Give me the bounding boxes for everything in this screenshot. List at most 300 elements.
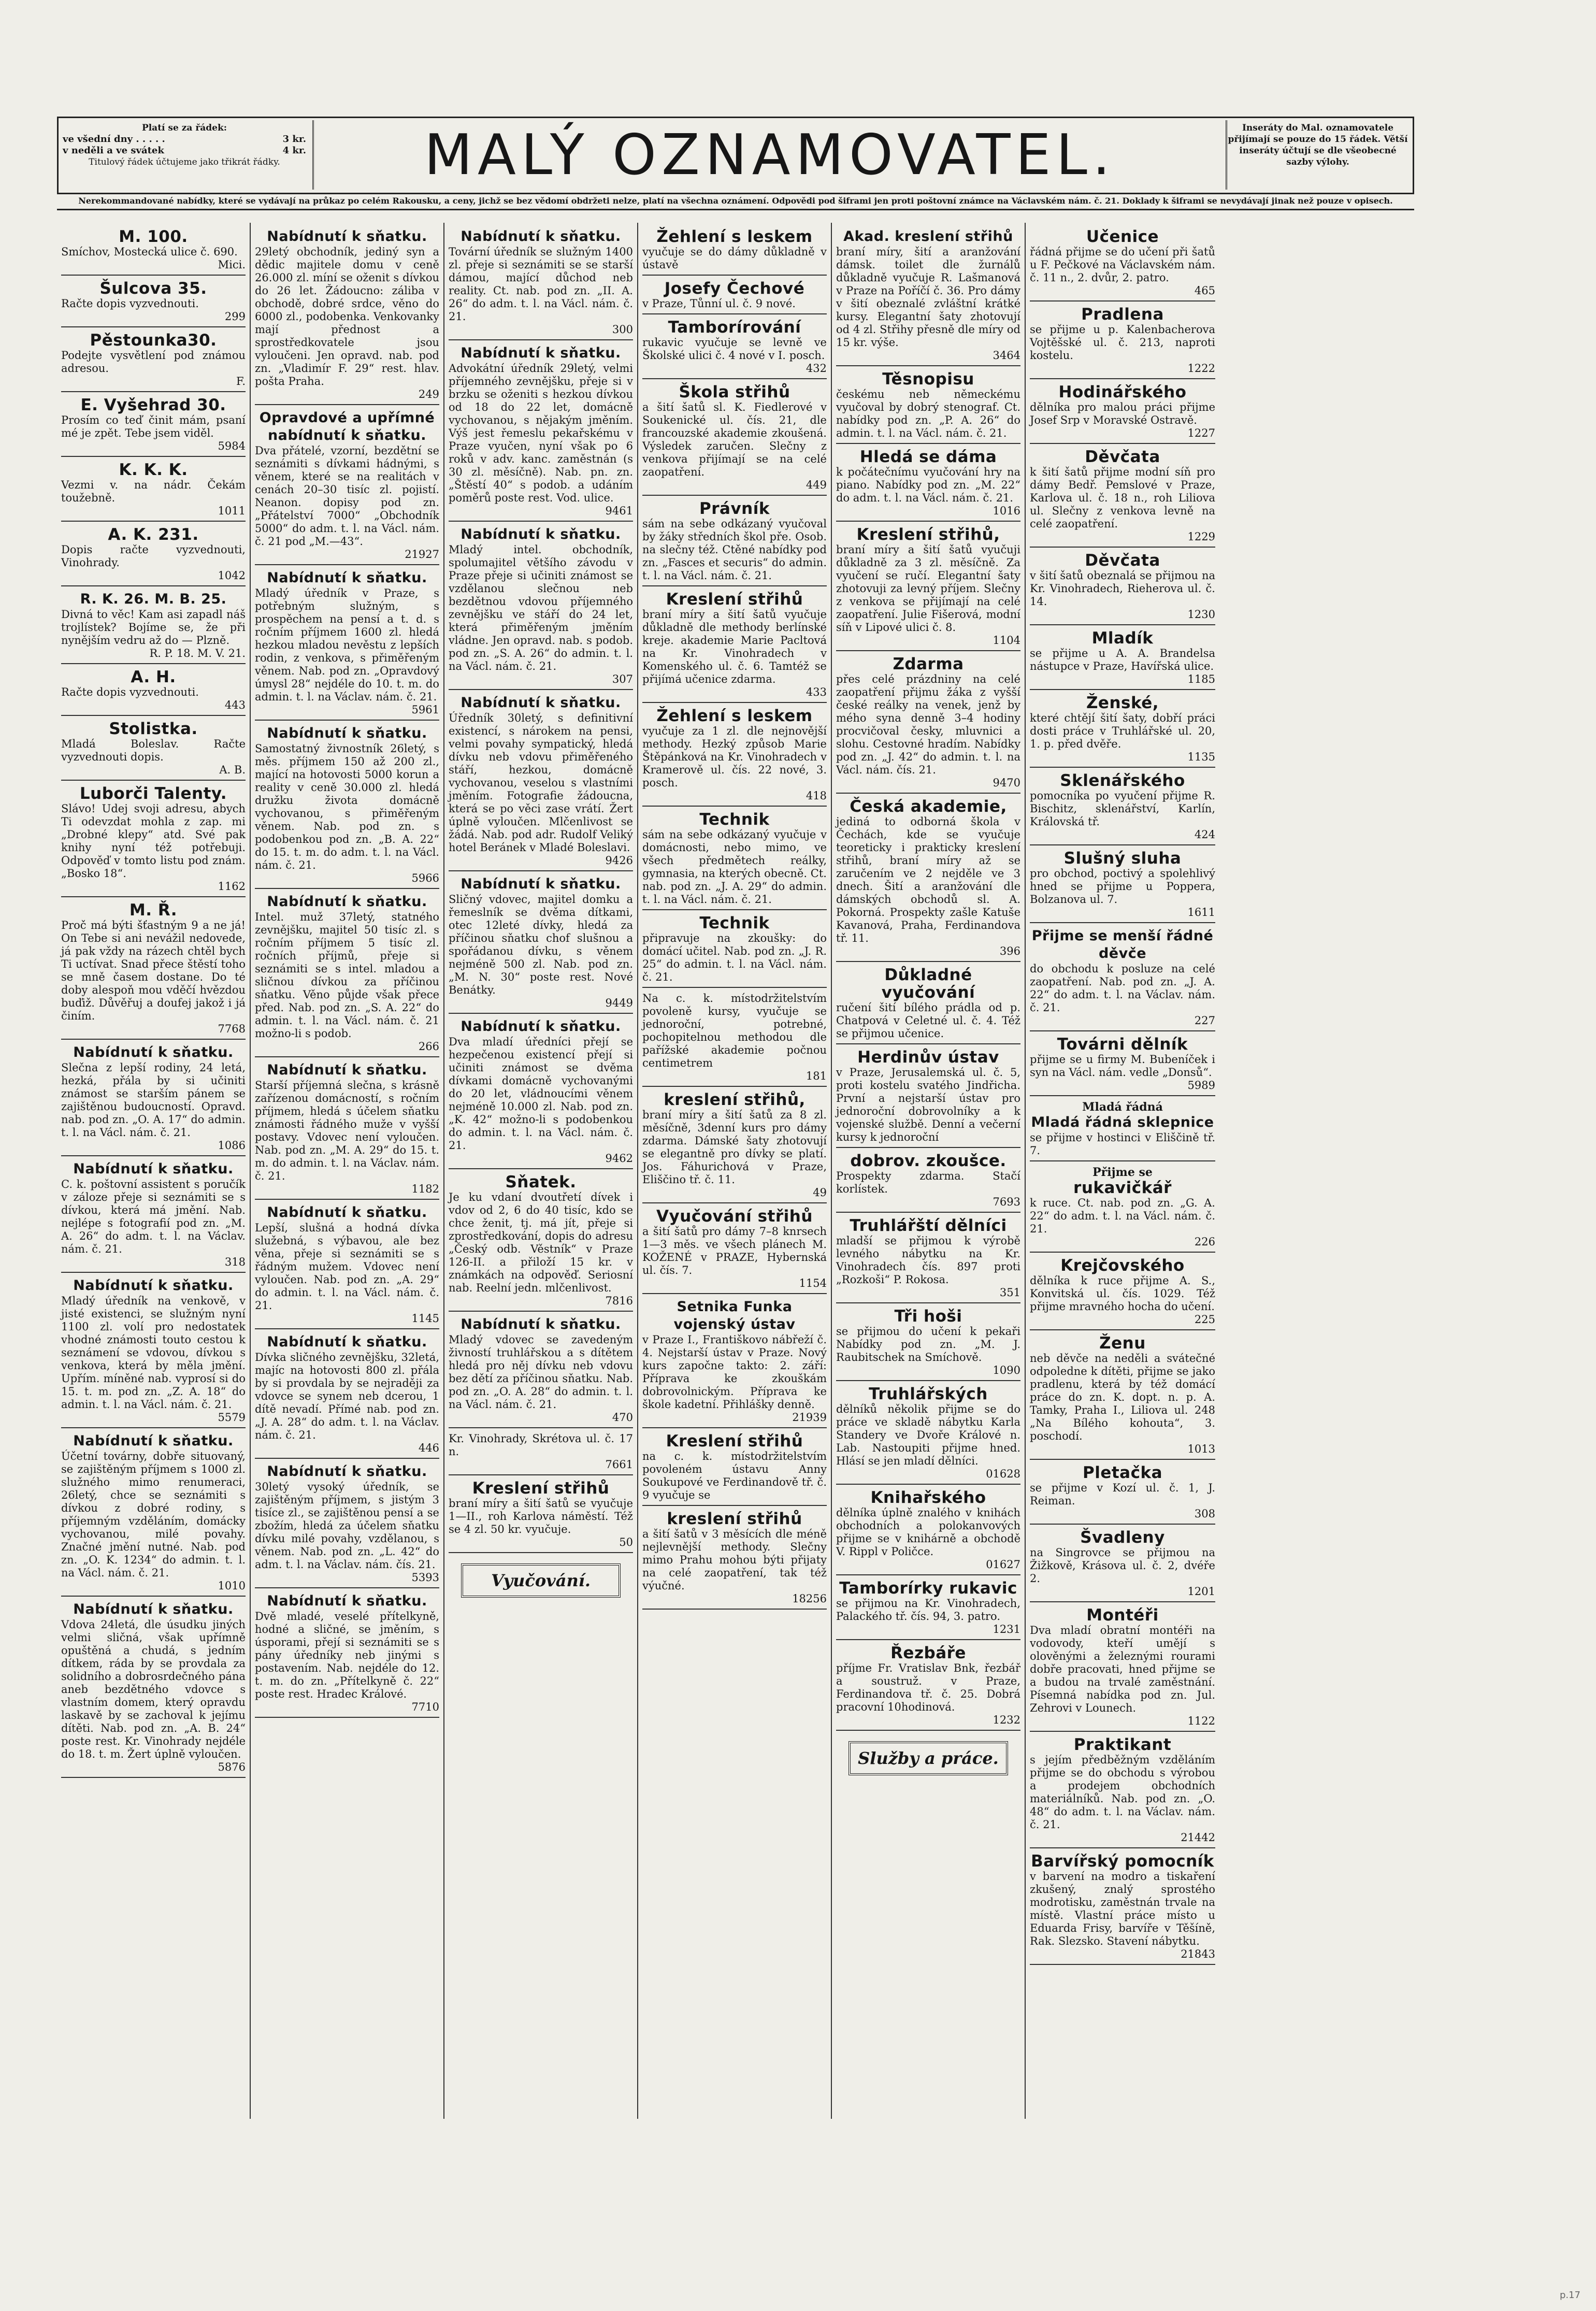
ad-text: s jejím předběžným vzděláním přijme se do obchodu s výrobou a prodejem obchodních materiálníků. Nab. pod zn. „O. 48“ do adm. t. l. na Václav. nám. č. 21. [1030, 1754, 1215, 1831]
classified-ad [449, 1171, 633, 1312]
classified-ad [642, 498, 827, 586]
ad-heading: Právník [699, 499, 770, 518]
column-4 [638, 223, 832, 2119]
classified-ad [61, 1430, 246, 1597]
ad-heading: M. 100. [119, 227, 188, 246]
ad-number: 1011 [218, 505, 246, 517]
ad-text: Dívka sličného zevnějšku, 32letá, majíc na hotovosti 800 zl. přála by si provdala by se nejraději za vdovce se synem neb dcerou, 1 dítě nevadí. Přímé nab. pod zn. „J. A. 28“ do adm. t. l. na Václav. nám. č. 21. [255, 1351, 439, 1441]
ad-text: pro obchod, poctivý a spolehlivý hned se přijme u Poppera, Bolzanova ul. 7. [1030, 867, 1215, 906]
ad-heading: Sňatek. [505, 1173, 577, 1192]
ad-heading: Luborči Talenty. [79, 784, 227, 803]
price-line-value: 4 kr. [282, 145, 306, 156]
ad-text: přes celé prázdniny na celé zaopatření přijmu žáka z vyšší české reálky na venek, jenž by mého syna denně 3–4 hodiny procvičoval česky, mluvnici a slohu. Cestovné hradím. Nabídky pod zn. „J. 42“ do admin. t. l. na Václ. nám. čís. 21. [836, 673, 1020, 776]
ad-heading: Nabídnutí k sňatku. [461, 695, 621, 711]
ad-text: Proč má býti šťastným 9 a ne já! On Tebe si ani nevážil nedovede, já pak vždy na rázech chtěl bych Ti uctívat. Snad přece štěstí toho se mně časem dostane. Do té doby alespoň mou vděčí hvězdou buďiž. Důvěřuj a doufej jakož i já činím. [61, 919, 246, 1022]
classified-ad [61, 394, 246, 457]
ad-number: 1201 [1187, 1585, 1215, 1598]
ad-heading: Kreslení střihů, [856, 525, 1000, 544]
ad-text: Úředník 30letý, s definitivní existencí, s nárokem na pensi, velmi povahy sympatický, hledá dívku neb vdovu přiměřeného stáří, hezkou, domácně vychovanou, veselou s vlastními jměním. Fotografie žádoucna, která se po věci zase vrátí. Žert úplně vyloučen. Mlčenlivost se žádá. Nab. pod adr. Rudolf Veliký hotel Beránek v Mladé Boleslavi. [449, 712, 633, 854]
ad-heading: Nabídnutí k sňatku. [73, 1161, 234, 1177]
ad-heading: Pletačka [1082, 1463, 1163, 1482]
classified-ad [61, 226, 246, 276]
ad-number: 181 [806, 1070, 827, 1082]
ad-text: 30letý vysoký úředník, se zajištěným příjmem, s jistým 3 tisíce zl., se zajištěnou pensí a se zbožím, hledá za účelem sňatku dívku milé povahy, vzdělanou, s věnem. Nab. pod zn. „L. 42“ do adm. t. l. na Václav. nám. čís. 21. [255, 1481, 439, 1571]
ad-subheading: Mladá řádná [1082, 1100, 1163, 1114]
ad-number: 9462 [605, 1152, 633, 1165]
ad-heading: dobrov. zkoušce. [850, 1152, 1007, 1170]
ad-number: 5989 [1187, 1079, 1215, 1092]
ad-text: Na c. k. místodržitelstvím povoleně kursy, vyučuje se jednoroční, potrebné, pochopitelnou methodou dle pařížské akademie počnou centimetrem [642, 992, 827, 1069]
classified-ad [642, 1089, 827, 1203]
ad-heading: Nabídnutí k sňatku. [267, 570, 427, 586]
classified-ad [836, 1487, 1020, 1575]
ad-number: 1145 [411, 1312, 439, 1325]
ad-text: vyučuje se do dámy důkladně v ústavě [642, 246, 827, 271]
ad-text: Smíchov, Mostecká ulice č. 690. [61, 246, 238, 258]
classified-ad [642, 1430, 827, 1506]
classified-ad [255, 1202, 439, 1329]
ad-text: se přijmou na Kr. Vinohradech, Palackého tř. čís. 94, 3. patro. [836, 1597, 1020, 1623]
ad-number: 446 [418, 1442, 439, 1454]
ad-number: 307 [612, 673, 633, 685]
classified-ad [836, 1642, 1020, 1731]
ad-number: 249 [418, 388, 439, 400]
ad-number: 1231 [993, 1623, 1020, 1635]
ad-number: 1185 [1187, 673, 1215, 685]
page-mark: p.17 [1559, 2290, 1580, 2301]
ad-text: Podejte vysvětlení pod známou adresou. [61, 349, 246, 375]
classified-ad [61, 459, 246, 522]
ad-text: připravuje na zkoušky: do domácí učitel. Nab. pod zn. „J. R. 25“ do admin. t. l. na Václ. nám. č. 21. [642, 932, 827, 983]
ad-heading: Děvčata [1085, 448, 1160, 466]
classified-ad [642, 317, 827, 379]
ad-heading: Herdinův ústav [857, 1048, 999, 1067]
classified-ad [61, 718, 246, 781]
column-5 [832, 223, 1026, 2119]
ad-text: Mladá Boleslav. Račte vyzvednouti dopis. [61, 738, 246, 763]
ad-heading: Kreslení střihů [666, 590, 803, 609]
ad-text: na Singrovce se přijmou na Žižkově, Krásova ul. č. 2, dvéře 2. [1030, 1546, 1215, 1585]
classified-ad [61, 1158, 246, 1273]
ad-number: A. B. [219, 764, 246, 776]
ad-number: 1010 [218, 1580, 246, 1592]
ad-heading: Truhlářských [869, 1385, 988, 1403]
classified-ad [642, 278, 827, 314]
ad-number: 9426 [605, 854, 633, 867]
ad-text: mladší se přijmou k výrobě levného nábytku na Kr. Vinohradech čís. 897 proti „Rozkoši“ P. Rokosa. [836, 1235, 1020, 1286]
ad-text: Mladý úředník v Praze, s potřebným služným, s prospěchem na pensí a t. d. s ročním příjmem 1600 zl. hledá hezkou mladou nevěstu z lepších rodin, z venkova, s přiměřeným věnem. Nab. pod zn. „Opravdový úmysl 28“ nejdéle do 10. t. m. do admin. t. l. na Václav. nám. č. 21. [255, 587, 439, 703]
classified-ad [61, 899, 246, 1040]
ad-heading: Knihařského [870, 1488, 986, 1507]
classified-ad [1030, 550, 1215, 625]
ad-text: Je ku vdaní dvoutřetí dívek i vdov od 2, 6 do 40 tisíc, kdo se chce ženit, tj. má jít, přeje si zprostředkování, dopis do adresu „Český odb. Věstník“ v Praze 126-II. a přiloží 15 kr. v známkách na odpověď. Seriosní nab. Reelní jedn. mlčenlivost. [449, 1191, 633, 1294]
ad-number: 1611 [1187, 906, 1215, 918]
ad-text: a šití šatů v 3 měsících dle méně nejlevnější methody. Slečny mimo Prahu mohou býti přijaty na celé zaopatření, tak též výučné. [642, 1528, 827, 1592]
classified-ad [449, 1016, 633, 1169]
ad-text: Kr. Vinohrady, Skrétova ul. č. 17 n. [449, 1432, 633, 1458]
ad-number: 396 [999, 945, 1020, 957]
ad-heading: Děvčata [1085, 551, 1160, 570]
ad-text: Dvě mladé, veselé přítelkyně, hodné a sličné, se jměním, s úsporami, přejí si seznámiti se s pány úředníky neb jinými s postavením. Nab. nejdéle do 12. t. m. do zn. „Přítelkyně č. 22“ poste rest. Hradec Králové. [255, 1610, 439, 1700]
price-box [63, 122, 306, 189]
ad-text: Dopis račte vyzvednouti, Vinohrady. [61, 543, 246, 569]
ad-text: Prospekty zdarma. Stačí korlístek. [836, 1170, 1020, 1195]
ad-heading: Nabídnutí k sňatku. [267, 1463, 427, 1480]
ad-heading: Hledá se dáma [859, 448, 997, 466]
ad-heading: Učenice [1086, 227, 1159, 246]
ad-heading: kreslení střihů [667, 1510, 802, 1528]
ad-heading: Pěstounka30. [90, 331, 217, 350]
classified-ad [1030, 304, 1215, 379]
classified-ad [1030, 1462, 1215, 1525]
ad-text: k ruce. Ct. nab. pod zn. „G. A. 22“ do adm. t. l. na Václ. nám. č. 21. [1030, 1197, 1215, 1235]
ad-text: braní míry a šití šatů vyučuje důkladně dle methody berlínské kreje. akademie Marie Pacltová na Kr. Vinohradech v Komenského ul. č. 6. Tamtéž se přijímá učenice zdarma. [642, 608, 827, 685]
classified-ad [449, 692, 633, 871]
ad-heading: E. Vyšehrad 30. [80, 396, 226, 414]
classified-ad [1030, 1034, 1215, 1096]
classified-ad [1030, 446, 1215, 548]
ad-text: dělníka k ruce přijme A. S., Konvitská ul. čís. 1029. Též přijme mravného hocha do učení. [1030, 1274, 1215, 1313]
ad-heading: Česká akademie, [850, 797, 1007, 816]
ad-number: 318 [224, 1256, 246, 1268]
classified-ad [1030, 1850, 1215, 1965]
classified-ad [642, 1205, 827, 1294]
ad-number: 01627 [986, 1558, 1020, 1571]
ad-heading: Nabídnutí k sňatku. [267, 1593, 427, 1609]
classified-ad [836, 368, 1020, 444]
classified-ad [836, 524, 1020, 651]
ad-heading: Ženské, [1086, 694, 1159, 712]
ad-number: F. [236, 375, 246, 387]
ad-heading: Nabídnutí k sňatku. [73, 1277, 234, 1294]
ad-number: 443 [224, 699, 246, 711]
ad-number: 5393 [411, 1571, 439, 1584]
ad-text: v Praze I., Františkovo nábřeží č. 4. Nejstarší ústav v Praze. Nový kurs započne takto: 2. září: Příprava ke zkouškám dobrovolnickým. Příprava ke škole kadetní. Přihlášky denně. [642, 1333, 827, 1411]
ad-heading: Mladík [1091, 629, 1154, 648]
ad-heading: Továrni dělník [1057, 1035, 1188, 1054]
ad-heading: M. Ř. [129, 901, 178, 920]
ad-number: 1232 [993, 1714, 1020, 1726]
ad-number: 21442 [1181, 1831, 1215, 1844]
classified-ad [449, 342, 633, 522]
classified-ad [61, 1275, 246, 1428]
ad-heading: A. K. 231. [108, 525, 199, 544]
price-line-label: ve všední dny . . . . . [63, 134, 165, 145]
ad-number: R. P. 18. M. V. 21. [149, 647, 246, 659]
ad-number: 7768 [218, 1023, 246, 1035]
ad-heading: Nabídnutí k sňatku. [461, 526, 621, 542]
ad-number: 7710 [411, 1701, 439, 1713]
ad-text: Dva přátelé, vzorní, bezdětní se seznámiti s dívkami hádnými, s věnem, které se na realitách v cenách 20–30 tisíc zl. pojistí. Neanon. dopisy pod zn. „Přátelství 7000“ „Obchodník 5000“ do adm. t. l. na Václ. nám. č. 21 pod „M.—43“. [255, 444, 439, 548]
ad-text: k počátečnímu vyučování hry na piano. Nabídky pod zn. „M. 22“ do adm. t. l. na Václ. nám. č. 21. [836, 466, 1020, 504]
ad-heading: Akad. kreslení střihů [843, 228, 1013, 245]
ad-number: 9461 [605, 505, 633, 517]
ad-text: Mladý úředník na venkově, v jisté existenci, se služným nyní 1100 zl. volí pro nedostatek vhodné známosti touto cestou k seznámení se vdovou, dívkou s venkova, která by měla jmění. Upřím. míněné nab. vyprosí si do 15. t. m. pod zn. „Z. A. 18“ do admin. t. l. na Václ. nám. č. 21. [61, 1295, 246, 1411]
ad-number: 1229 [1187, 530, 1215, 543]
ad-heading: Truhlářští dělníci [850, 1216, 1007, 1235]
ad-heading: K. K. K. [119, 461, 188, 479]
section-heading: Vyučování. [461, 1563, 621, 1598]
ad-text: 29letý obchodník, jediný syn a dědic majitele domu v ceně 26.000 zl. míní se oženit s dívkou do 26 let. Žádoucno: záliba v obchodě, dobré srdce, věno do 6000 zl., podobenka. Venkovanky mají přednost a sprostředkovatele jsou vyloučeni. Jen opravd. nab. pod zn. „Vladimír F. 29“ rest. hlav. pošta Praha. [255, 246, 439, 387]
ad-heading: Přijme se menší řádné děvče [1031, 928, 1214, 961]
ad-number: 449 [806, 479, 827, 491]
ad-heading: Nabídnutí k sňatku. [73, 1433, 234, 1449]
classified-ad [836, 446, 1020, 522]
classified-ad [1030, 848, 1215, 923]
ad-heading: Hodinářského [1058, 383, 1187, 401]
ad-heading: Stolistka. [109, 720, 198, 738]
ad-text: Račte dopis vyzvednouti. [61, 686, 199, 698]
ad-text: ručení šití bílého prádla od p. Chatpová v Celetné ul. č. 4. Též se přijmou učenice. [836, 1001, 1020, 1040]
ad-number: 1090 [993, 1364, 1020, 1376]
classified-ad [61, 666, 246, 716]
ad-text: C. k. poštovní assistent s poručík v záloze přeje si seznámiti se s dívkou, která má jmění. Nab. nejlépe s fotografií pod zn. „M. A. 26“ do adm. t. l. na Václav. nám. č. 21. [61, 1178, 246, 1255]
ad-text: jediná to odborná škola v Čechách, kde se vyučuje teoreticky i prakticky kreslení střihů, braní míry až se zaručením ve 2 nejděle ve 3 dnech. Šití a aranžování dle dámských obchodů sl. A. Pokorná. Prospekty zašle Katuše Kavanová, Praha, Ferdinandova tř. 11. [836, 815, 1020, 944]
column-2 [251, 223, 444, 2119]
ad-text: k šití šatů přijme modní síň pro dámy Bedř. Pemslové v Praze, Karlova ul. č. 18 n., roh Liliova ul. Slečny z venkova levně na celé zaopatření. [1030, 466, 1215, 530]
classified-ad [1030, 1098, 1215, 1161]
ad-heading: Praktikant [1073, 1735, 1172, 1754]
ad-number: Mici. [218, 259, 246, 271]
classified-ad [255, 1590, 439, 1718]
ad-text: se přijme v hostinci v Eliščině tř. 7. [1030, 1131, 1215, 1157]
ad-number: 1122 [1187, 1715, 1215, 1727]
classified-ad [1030, 381, 1215, 444]
ad-heading: Mladá řádná sklepnice [1031, 1114, 1214, 1130]
classified-ad [1030, 226, 1215, 302]
classified-ad [836, 1383, 1020, 1485]
ad-text: Dva mladí obratní montéři na vodovody, kteří umějí s olověnými a železnými rourami dobře pracovati, hned přijme se a budou na trvalé zaměstnání. Písemná nabídka pod zn. Jul. Zehrovi v Lounech. [1030, 1624, 1215, 1714]
ad-number: 18256 [792, 1592, 827, 1605]
classified-ad [1030, 692, 1215, 768]
ad-text: Advokátní úředník 29letý, velmi příjemného zevnějšku, přeje si v brzku se oženiti s hezkou dívkou od 18 do 22 let, domácně vychovanou, s nějakým jměním. Výš jest řemeslu pekařskému v Praze vyučen, nyní však po 6 roků v adv. kanc. zaměstnán (s 30 zl. měsíčně). Nab. pn. zn. „Štěstí 40“ s podob. a udáním poměrů poste rest. Vod. ulice. [449, 362, 633, 504]
ad-text: příjme Fr. Vratislav Bnk, řezbář a soustruž. v Praze, Ferdinandova tř. č. 25. Dobrá pracovní 10hodinová. [836, 1662, 1020, 1713]
ad-text: braní míry, šití a aranžování dámsk. toilet dle žurnálů důkladně vyučuje R. Lašmanová v Praze na Poříčí č. 36. Pro dámy v šití obeznalé zvláštní krátké kursy. Elegantní šaty zhotovují od 4 zl. Střihy přesně dle míry od 15 kr. výše. [836, 246, 1020, 349]
classified-ad [836, 964, 1020, 1044]
ad-heading: Řezbáře [890, 1644, 966, 1662]
ad-heading: R. K. 26. M. B. 25. [80, 591, 227, 607]
ad-heading: rukavičkář [1073, 1179, 1172, 1197]
classified-ad [1030, 925, 1215, 1031]
ad-text: Lepší, slušná a hodná dívka služebná, s výbavou, ale bez věna, přeje si seznámiti se s řádným mužem. Vdovec není vyloučen. Nab. pod zn. „A. 29“ do admin. t. l. na Václ. nám. č. 21. [255, 1222, 439, 1312]
classified-ad [1030, 1164, 1215, 1253]
column-3 [444, 223, 638, 2119]
classified-ad [255, 723, 439, 889]
ad-text: sám na sebe odkázaný vyučoval by žáky středních škol pře. Osob. na slečny též. Ctěné nabídky pod zn. „Fasces et securis“ do admin. t. l. na Václ. nám. č. 21. [642, 518, 827, 582]
classified-ad [61, 278, 246, 327]
ad-heading: kreslení střihů, [664, 1090, 806, 1109]
ad-heading: Nabídnutí k sňatku. [267, 1062, 427, 1078]
columns-container [57, 223, 1414, 2119]
ad-number: 5984 [218, 440, 246, 452]
ad-number: 266 [418, 1040, 439, 1053]
ad-text: dělníka pro malou práci přijme Josef Srp v Moravské Ostravě. [1030, 401, 1215, 426]
classified-ad [61, 329, 246, 392]
ad-number: 7693 [993, 1196, 1020, 1208]
classified-ad [836, 653, 1020, 794]
price-line-value: 3 kr. [282, 134, 306, 145]
price-line [63, 145, 306, 156]
classified-ad [1030, 1332, 1215, 1460]
ad-heading: Nabídnutí k sňatku. [73, 1601, 234, 1617]
classified-ad [642, 588, 827, 703]
ad-number: 7816 [605, 1295, 633, 1307]
ad-subheading: Přijme se [1092, 1166, 1153, 1179]
ad-number: 1135 [1187, 751, 1215, 763]
ad-number: 225 [1194, 1313, 1215, 1326]
ad-number: 470 [612, 1411, 633, 1424]
ad-text: Dva mladí úředníci přejí se hezpečenou existencí přejí si učiniti známost se dvěma dívkami domácně vychovanými do 20 let, vládnoucími věnem nejméně 10.000 zl. Nab. pod zn. „K. 42“ možno-li s podobenkou do admin. t. l. na Václ. nám. č. 21. [449, 1036, 633, 1152]
ad-number: 1104 [993, 634, 1020, 647]
ad-heading: Švadleny [1080, 1528, 1165, 1547]
ad-number: 432 [806, 362, 827, 375]
classified-ad [642, 1508, 827, 1610]
ad-heading: Důkladné vyučování [881, 966, 975, 1002]
ad-text: Vezmi v. na nádr. Čekám toužebně. [61, 479, 246, 504]
ad-heading: Tři hoši [894, 1307, 962, 1326]
ad-heading: Nabídnutí k sňatku. [461, 1018, 621, 1035]
classified-ad [1030, 1255, 1215, 1330]
classified-ad [255, 407, 439, 565]
classified-ad [836, 1577, 1020, 1640]
page-title: MALÝ OZNAMOVATEL. [312, 120, 1227, 190]
column-1 [57, 223, 251, 2119]
ad-number: 1042 [218, 569, 246, 582]
classified-ad [449, 226, 633, 340]
ad-number: 7661 [605, 1458, 633, 1471]
classified-ad [642, 226, 827, 276]
ad-text: do obchodu k posluze na celé zaopatření. Nab. pod zn. „J. A. 22“ do adm. t. l. na Václav. nám. č. 21. [1030, 963, 1215, 1014]
ad-heading: Nabídnutí k sňatku. [461, 228, 621, 245]
ad-text: se přijme v Kozí ul. č. 1, J. Reiman. [1030, 1482, 1215, 1507]
ad-text: sám na sebe odkázaný vyučuje v domácnosti, nebo mimo, ve všech předmětech reálky, gymnasia, na kterých obecně. Ct. nab. pod zn. „J. A. 29“ do admin. t. l. na Václ. nám. č. 21. [642, 828, 827, 906]
ad-text: Vdova 24letá, dle úsudku jiných velmi sličná, však upřímně opuštěná a chudá, s jedním dítkem, ráda by se provdala za solidního a dobrosrdečného pána aneb bezdětného vdovce s vlastním domem, který opravdu laskavě by se zachoval k jejímu dítěti. Nab. pod zn. „A. B. 24“ poste rest. Kr. Vinohrady nejdéle do 18. t. m. Žert úplně vyloučen. [61, 1618, 246, 1760]
classified-ad [1030, 1734, 1215, 1848]
ad-heading: Pradlena [1081, 305, 1164, 324]
ad-heading: Slušný sluha [1063, 849, 1182, 868]
ad-text: Divná to věc! Kam asi zapadl náš trojlístek? Bojíme se, že při nynějším vedru až do — Plzně. [61, 608, 246, 647]
ad-number: 3464 [993, 349, 1020, 362]
ad-text: a šití šatů pro dámy 7–8 knrsech 1—3 měs. ve všech plánech M. KOŽENÉ v PRAZE, Hybernská ul. čís. 7. [642, 1225, 827, 1276]
notice-line: Nerekommandované nabídky, které se vydávají na průkaz po celém Rakousku, a ceny, jichž se bez vědomí obdržeti nelze, platí na všechna oznámení. Odpovědi pod šiframi jen proti poštovní známce na Václavském nám. č. 21. Doklady k šiframi se nevydávají jinak než pouze v opisech. [57, 195, 1414, 210]
ad-heading: Technik [699, 914, 770, 932]
ad-text: přijme se u firmy M. Bubeníček i syn na Václ. nám. vedle „Donsů“. [1030, 1053, 1215, 1079]
ad-number: 308 [1194, 1508, 1215, 1520]
classified-ad [449, 1477, 633, 1553]
ad-text: které chtějí šití šaty, dobří práci dosti práce v Truhlářské ul. 20, 1. p. před dvěře. [1030, 712, 1215, 750]
classified-ad [449, 1430, 633, 1475]
ad-heading: Nabídnutí k sňatku. [267, 228, 427, 245]
ad-text: Účetní továrny, dobře situovaný, se zajištěným příjmem s 1000 zl. služného mimo renumeraci, 26letý, chce se seznámiti s dívkou z dobré rodiny, s příjemným vzděláním, domácky vychovanou, milé povahy. Značné jmění nutné. Nab. pod zn. „O. K. 1234“ do admin. t. l. na Václ. nám. č. 21. [61, 1450, 246, 1579]
price-line-label: v neděli a ve svátek [63, 145, 164, 156]
ad-text: dělníků několik přijme se do práce ve skladě nábytku Karla Standery ve Dvoře Králové n. Lab. Nastoupiti přijme hned. Hlásí se jen mladí dělníci. [836, 1403, 1020, 1467]
ad-heading: A. H. [131, 668, 176, 686]
ad-heading: Kreslení střihů [472, 1479, 610, 1498]
ad-text: se přijmou do učení k pekaři Nabídky pod zn. „M. J. Raubitschek na Smíchově. [836, 1325, 1020, 1363]
classified-ad [642, 809, 827, 910]
ad-heading: Josefy Čechové [664, 279, 805, 298]
classified-ad [255, 1331, 439, 1459]
ad-heading: Zdarma [893, 655, 964, 673]
ad-number: 21939 [792, 1411, 827, 1424]
ad-text: Slávo! Udej svoji adresu, abych Ti odevzdat mohla z zap. mi „Drobné klepy“ atd. Své pak knihy nyní též potřebuji. Odpověď v tomto listu pod znám. „Bosko 18“. [61, 802, 246, 880]
ad-heading: Barvířský pomocník [1031, 1852, 1214, 1871]
ad-heading: Nabídnutí k sňatku. [267, 894, 427, 910]
ad-number: 5579 [218, 1411, 246, 1424]
price-title: Platí se za řádek: [141, 123, 227, 133]
ad-heading: Tamborírování [668, 318, 801, 337]
ad-heading: Kreslení střihů [666, 1432, 803, 1451]
classified-ad [1030, 1604, 1215, 1732]
ad-number: 227 [1194, 1014, 1215, 1027]
classified-ad [1030, 770, 1215, 845]
classified-ad [449, 1314, 633, 1428]
ad-text: a šití šatů sl. K. Fiedlerové v Soukenické ul. čís. 21, dle francouzské akademie zkoušená. Výsledek zaručen. Slečny z venkova přijímají se na celé zaopatření. [642, 401, 827, 478]
ad-text: braní míry a šití šatů vyučuji důkladně za 3 zl. měsíčně. Za vyučení se ručí. Elegantní šaty zhotovuji za levný příjem. Slečny z venkova se přijímají na celé zaopatření. Julie Fišerová, modní síň v Lipové ulici č. 8. [836, 543, 1020, 634]
classified-ad [836, 1305, 1020, 1381]
ad-number: 1013 [1187, 1443, 1215, 1455]
classified-ad [61, 1599, 246, 1778]
ad-heading: Nabídnutí k sňatku. [267, 1334, 427, 1350]
ad-heading: Nabídnutí k sňatku. [267, 725, 427, 741]
ad-heading: Tamborírky rukavic [839, 1579, 1017, 1598]
ad-number: 424 [1194, 828, 1215, 841]
ad-text: na c. k. místodržitelstvím povoleném ústavu Anny Soukupové ve Ferdinandově tř. č. 9 vyučuje se [642, 1450, 827, 1501]
ad-number: 226 [1194, 1236, 1215, 1248]
ad-number: 299 [224, 310, 246, 323]
ad-heading: Škola střihů [679, 383, 790, 401]
ad-text: Samostatný živnostník 26letý, s měs. příjmem 150 až 200 zl., mající na hotovosti 5000 korun a reality v ceně 30.000 zl. hledá družku života domácně vychovanou, s přiměřeným věnem. Nab. pod zn. s podobenkou pod zn. „B. A. 22“ do 15. t. m. do adm. t. l. na Václ. nám. č. 21. [255, 742, 439, 871]
ad-text: Sličný vdovec, majitel domku a řemeslník se dvěma dítkami, otec 12leté dívky, hledá za příčinou sňatku chof slušnou a spořádanou dívku, s věnem nejméně 500 zl. Nab. pod zn. „M. N. 30“ poste rest. Nové Benátky. [449, 893, 633, 996]
classified-ad [449, 524, 633, 690]
ad-heading: Setnika Funka vojenský ústav [673, 1299, 796, 1332]
ad-number: 01628 [986, 1468, 1020, 1480]
price-note: Titulový řádek účtujeme jako třikrát řádky. [89, 157, 280, 167]
ad-number: 1154 [799, 1277, 827, 1289]
ad-number: 1227 [1187, 427, 1215, 439]
classified-ad [836, 1046, 1020, 1148]
ad-number: 5961 [411, 704, 439, 716]
ad-heading: Nabídnutí k sňatku. [461, 876, 621, 892]
ad-text: v Praze, Tůnní ul. č. 9 nové. [642, 297, 796, 310]
classified-ad [642, 381, 827, 496]
classified-ad [255, 1059, 439, 1200]
ad-heading: Těsnopisu [882, 370, 974, 389]
ad-number: 1222 [1187, 362, 1215, 375]
classified-ad [255, 891, 439, 1057]
ad-number: 50 [619, 1536, 633, 1548]
ad-text: pomocníka po vyučení přijme R. Bischitz, sklenářství, Karlín, Královská tř. [1030, 790, 1215, 828]
ad-text: Slečna z lepší rodiny, 24 letá, hezká, přála by si učiniti známost se starším pánem se zajištěnou budoucností. Opravd. nab. pod zn. „O. A. 17“ do admin. t. l. na Václ. nám. č. 21. [61, 1061, 246, 1139]
ad-heading: Žehlení s leskem [656, 707, 813, 725]
ad-text: v Praze, Jerusalemská ul. č. 5, proti kostelu svatého Jindřicha. První a nejstarší ústav pro jednoroční dobrovolníky a k vojenské službě. Denní a večerní kursy k jednoroční [836, 1066, 1020, 1143]
ad-text: v šití šatů obeznalá se přijmou na Kr. Vinohradech, Rieherova ul. č. 14. [1030, 569, 1215, 608]
ad-number: 1086 [218, 1139, 246, 1152]
ad-text: českému neb německému vyučoval by dobrý stenograf. Ct. nabídky pod zn. „P. A. 26“ do admin. t. l. na Václ. nám. č. 21. [836, 388, 1020, 439]
ad-text: v barvení na modro a tiskaření zkušený, znalý sprostého modrotisku, zaměstnán trvale na místě. Vlastní práce místo u Eduarda Frisy, barvíře v Těšíně, Rak. Slezsko. Stavení nábytku. [1030, 1870, 1215, 1947]
classified-ad [836, 796, 1020, 962]
classified-ad [836, 1150, 1020, 1213]
ad-text: Tovární úředník se služným 1400 zl. přeje si seznámiti se se starší dámou, mající důchod neb reality. Ct. nab. pod zn. „II. A. 26“ do adm. t. l. na Václ. nám. č. 21. [449, 246, 633, 323]
ad-number: 49 [813, 1186, 827, 1199]
classified-ad [836, 226, 1020, 366]
classified-ad [642, 912, 827, 988]
ad-info: Inseráty do Mal. oznamovatele přijímají se pouze do 15 řádek. Větší inseráty účtují se dle všeobecné sazby výlohy. [1228, 123, 1408, 167]
classified-ad [255, 1461, 439, 1588]
ad-heading: Vyučování střihů [656, 1207, 813, 1226]
ad-number: 5966 [411, 872, 439, 884]
ad-text: Mladý intel. obchodník, spolumajitel většího závodu v Praze přeje si učiniti známost se vzdělanou slečnou neb bezdětnou vdovou příjemného zevnějšku ve stáří do 24 let, která přiměřeným jměním vládne. Jen opravd. nab. s podob. pod zn. „S. A. 26“ do admin. t. l. na Václ. nám. č. 21. [449, 543, 633, 672]
